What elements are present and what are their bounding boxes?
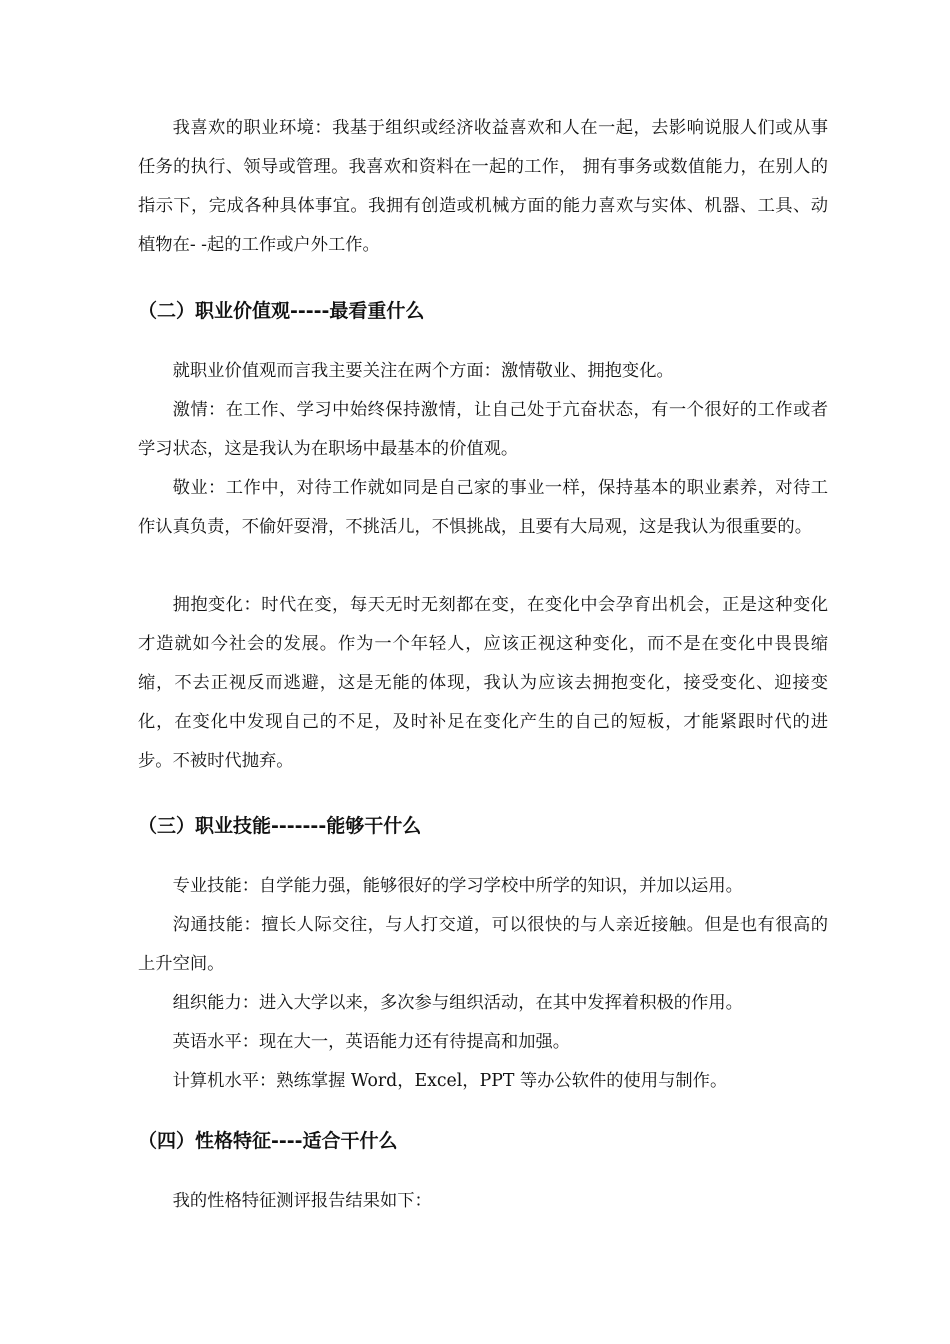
paragraph-organization-ability: 组织能力：进入大学以来，多次参与组织活动，在其中发挥着积极的作用。 bbox=[172, 993, 743, 1013]
heading-personality: （四）性格特征----适合干什么 bbox=[138, 1130, 398, 1152]
paragraph-english-level: 英语水平：现在大一，英语能力还有待提高和加强。 bbox=[172, 1032, 571, 1052]
paragraph-passion: 激情：在工作、学习中始终保持激情，让自己处于亢奋状态，有一个很好的工作或者学习状态，这是我认为在职场中最基本的价值观。 bbox=[138, 400, 828, 459]
paragraph-dedication: 敬业：工作中，对待工作就如同是自己家的事业一样，保持基本的职业素养，对待工作认真负责，不偷奸耍滑，不挑活儿，不惧挑战，且要有大局观，这是我认为很重要的。 bbox=[138, 478, 828, 537]
heading-career-values: （二）职业价值观-----最看重什么 bbox=[138, 300, 425, 322]
paragraph-personality-intro: 我的性格特征测评报告结果如下： bbox=[172, 1191, 432, 1211]
paragraph-communication-skills: 沟通技能：擅长人际交往，与人打交道，可以很快的与人亲近接触。但是也有很高的上升空间。 bbox=[138, 915, 828, 974]
heading-career-skills: （三）职业技能-------能够干什么 bbox=[138, 815, 422, 837]
paragraph-embrace-change: 拥抱变化：时代在变，每天无时无刻都在变，在变化中会孕育出机会，正是这种变化才造就如今社会的发展。作为一个年轻人，应该正视这种变化，而不是在变化中畏畏缩缩，不去正视反而逃避，这是无能的体现，我认为应该去拥抱变化，接受变化、迎接变化，在变化中发现自己的不足，及时补足在变化产生的自己的短板，才能紧跟时代的进步。不被时代抛弃。 bbox=[138, 595, 828, 771]
paragraph-computer-level: 计算机水平：熟练掌握 Word，Excel，PPT 等办公软件的使用与制作。 bbox=[172, 1071, 728, 1091]
paragraph-values-intro: 就职业价值观而言我主要关注在两个方面：激情敬业、拥抱变化。 bbox=[172, 361, 674, 381]
paragraph-career-environment: 我喜欢的职业环境：我基于组织或经济收益喜欢和人在一起，去影响说服人们或从事任务的执行、领导或管理。我喜欢和资料在一起的工作， 拥有事务或数值能力，在别人的指示下，完成各种具体事宜。我拥有创造或机械方面的能力喜欢与实体、机器、工具、动植物在- -起的工作或户外工作。 bbox=[138, 118, 828, 255]
paragraph-professional-skills: 专业技能：自学能力强，能够很好的学习学校中所学的知识，并加以运用。 bbox=[172, 876, 743, 896]
